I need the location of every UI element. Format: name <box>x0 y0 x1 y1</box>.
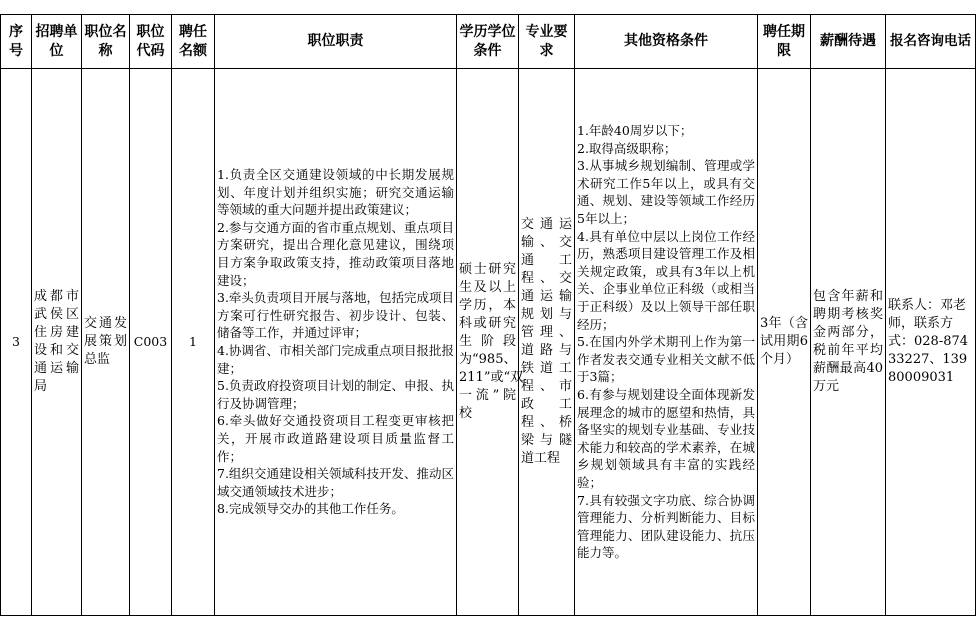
duty-item: 4.协调省、市相关部门完成重点项目报批报建； <box>217 343 454 376</box>
duty-item: 5.负责政府投资项目计划的制定、申报、执行及协调管理； <box>217 378 454 411</box>
cell-seq: 3 <box>1 69 32 616</box>
header-major: 专业要求 <box>519 15 575 69</box>
header-term: 聘任期限 <box>758 15 811 69</box>
header-duties: 职位职责 <box>215 15 457 69</box>
cell-major: 交通运输、交通工程、交通运输规划与管理、道路与铁道工程、市政工程、桥梁与隧道工程 <box>519 69 575 616</box>
cell-contact: 联系人：邓老师，联系方式：028-87433227、13980009031 <box>886 69 976 616</box>
cell-unit: 成都市武侯区住房建设和交通运输局 <box>32 69 82 616</box>
header-seq: 序号 <box>1 15 32 69</box>
qualification-item: 3.从事城乡规划编制、管理或学术研究工作5年以上，或具有交通、规划、建设等领域工作经历5年以上； <box>577 158 755 227</box>
qualification-item: 4.具有单位中层以上岗位工作经历，熟悉项目建设管理工作及相关规定政策，或具有3年以上机关、企事业单位正科级（或相当于正科级）及以上领导干部任职经历； <box>577 228 755 332</box>
header-contact: 报名咨询电话 <box>886 15 976 69</box>
cell-position-name: 交通发展策划总监 <box>82 69 130 616</box>
header-quota: 聘任名额 <box>172 15 215 69</box>
header-education: 学历学位条件 <box>457 15 519 69</box>
cell-position-code: C003 <box>130 69 172 616</box>
duty-item: 6.牵头做好交通投资项目工程变更审核把关，开展市政道路建设项目质量监督工作； <box>217 413 454 464</box>
cell-term: 3年（含试用期6个月） <box>758 69 811 616</box>
duty-item: 1.负责全区交通建设领域的中长期发展规划、年度计划并组织实施；研究交通运输等领域的重大问题并提出政策建议； <box>217 167 454 218</box>
cell-other-qualifications <box>575 69 758 616</box>
duty-item: 3.牵头负责项目开展与落地，包括完成项目方案可行性研究报告、初步设计、包装、储备等工作，并通过评审； <box>217 290 454 341</box>
qualification-item: 2.取得高级职称； <box>577 140 677 156</box>
duty-item: 2.参与交通方面的省市重点规划、重点项目方案研究，提出合理化意见建议，围绕项目方案争取政策支持，推动政策项目落地建设； <box>217 219 454 288</box>
qualification-item: 6.有参与规划建设全面体现新发展理念的城市的愿望和热情，具备坚实的规划专业基础、专业技术能力和较高的学术素养，在城乡规划领域具有丰富的实践经验； <box>577 386 755 490</box>
duty-item: 8.完成领导交办的其他工作任务。 <box>217 501 404 517</box>
header-position-name: 职位名称 <box>82 15 130 69</box>
cell-salary: 包含年薪和聘期考核奖金两部分，税前年平均薪酬最高40万元 <box>811 69 886 616</box>
header-unit: 招聘单位 <box>32 15 82 69</box>
header-other-qualifications: 其他资格条件 <box>575 15 758 69</box>
duty-item: 7.组织交通建设相关领域科技开发、推动区域交通领域技术进步； <box>217 466 454 499</box>
header-position-code: 职位代码 <box>130 15 172 69</box>
header-row <box>1 15 976 69</box>
recruitment-table <box>0 14 976 616</box>
table-row <box>1 69 976 616</box>
header-salary: 薪酬待遇 <box>811 15 886 69</box>
qualification-item: 7.具有较强文字功底、综合协调管理能力、分析判断能力、目标管理能力、团队建设能力、抗压能力等。 <box>577 492 755 561</box>
cell-education: 硕士研究生及以上学历，本科或研究生阶段为“985、211”或“双一流”院校 <box>457 69 519 616</box>
cell-quota: 1 <box>172 69 215 616</box>
cell-duties <box>215 69 457 616</box>
qualification-item: 1.年龄40周岁以下； <box>577 123 693 139</box>
qualification-item: 5.在国内外学术期刊上作为第一作者发表交通专业相关文献不低于3篇； <box>577 334 755 385</box>
